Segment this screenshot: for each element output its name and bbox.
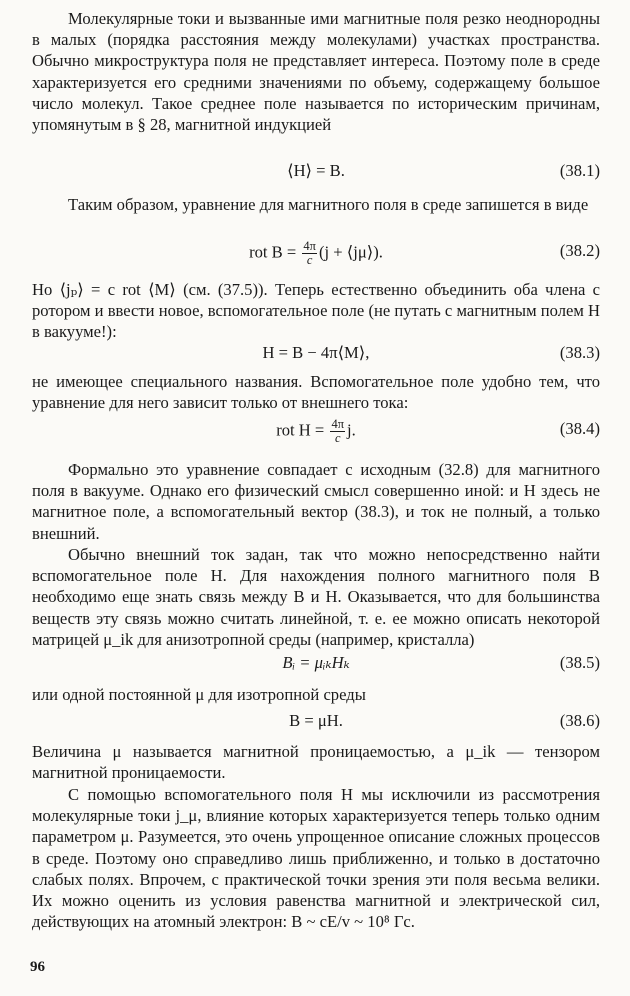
equation-38-1 bbox=[32, 158, 600, 184]
paragraph-no-special-name: не имеющее специального названия. Вспомогательное поле удобно тем, что уравнение для него зависит только от внешнего тока: bbox=[32, 372, 600, 413]
equation-formula: B = μH. bbox=[289, 711, 343, 730]
equation-formula: rot H = $\frac{4\pi}{c}$ j. bbox=[276, 417, 356, 445]
equation-formula: Bᵢ = μᵢₖHₖ bbox=[282, 653, 350, 672]
equation-38-4 bbox=[32, 414, 600, 446]
paragraph-field-equation: Таким образом, уравнение для магнитного поля в среде запишется в виде bbox=[68, 195, 589, 214]
equation-formula: H = B − 4π⟨M⟩, bbox=[262, 343, 370, 362]
equation-number: (38.6) bbox=[559, 711, 600, 730]
page-number: 96 bbox=[30, 959, 45, 975]
equation-38-6 bbox=[32, 708, 600, 734]
equation-38-5 bbox=[32, 650, 600, 676]
paragraph-molecular-excluded: С помощью вспомогательного поля H мы исключили из рассмотрения молекулярные токи j_μ, влияние которых характеризуется теперь только одним параметром μ. Разумеется, это очень упрощенное описание сложных процессов в среде. Поэтому оно справедливо лишь приближенно, и только в достаточно слабых полях. Впрочем, с практической точки зрения эти поля весьма велики. Их можно оценить из условия равенства магнитной и электрической сил, действующих на атомный электрон: B ~ cE/v ~ 10⁸ Гс. bbox=[32, 785, 600, 932]
equation-number: (38.3) bbox=[559, 343, 600, 362]
paragraph-isotropic: или одной постоянной μ для изотропной среды bbox=[32, 685, 366, 704]
fraction: $\frac{4\pi}{c}$ bbox=[303, 239, 316, 267]
fraction: $\frac{4\pi}{c}$ bbox=[331, 417, 345, 445]
paragraph-formal-equation: Формально это уравнение совпадает с исходным (32.8) для магнитного поля в вакууме. Однако его физический смысл совершенно иной: и H здесь не магнитное поле, а вспомогательный вектор (38.3), и ток не полный, а только внешний. bbox=[32, 460, 600, 543]
paragraph-external-current: Обычно внешний ток задан, так что можно непосредственно найти вспомогательное поле H. Для нахождения полного магнитного поля B необходимо еще знать связь между B и H. Оказывается, что для большинства веществ эту связь можно считать линейной, т. е. ее можно описать некоторой матрицей μ_ik для анизотропной среды (например, кристалла) bbox=[32, 545, 600, 649]
equation-formula: rot B = $\frac{4\pi}{c}$ (j + ⟨jμ⟩). bbox=[249, 239, 383, 267]
equation-number: (38.2) bbox=[559, 241, 600, 260]
equation-number: (38.1) bbox=[559, 161, 600, 180]
paragraph-auxiliary-field: Но ⟨jₚ⟩ = c rot ⟨M⟩ (см. (37.5)). Теперь естественно объединить оба члена с ротором и ввести новое, вспомогательное поле (не путать с магнитным полем H в вакууме!): bbox=[32, 280, 600, 342]
equation-38-2 bbox=[32, 236, 600, 268]
paragraph-permeability: Величина μ называется магнитной проницаемостью, а μ_ik — тензором магнитной проницаемости. bbox=[32, 742, 600, 783]
equation-38-3 bbox=[32, 340, 600, 366]
equation-number: (38.4) bbox=[559, 419, 600, 438]
equation-formula: ⟨H⟩ = B. bbox=[287, 161, 345, 180]
equation-number: (38.5) bbox=[559, 653, 600, 672]
paragraph-molecular-currents: Молекулярные токи и вызванные ими магнитные поля резко неоднородны в малых (порядка расстояния между молекулами) участках пространства. Обычно микроструктура поля не представляет интереса. Поэтому поле в среде характеризуется его средними значениями по объему, содержащему большое число молекул. Такое среднее поле называется по историческим причинам, упомянутым в § 28, магнитной индукцией bbox=[32, 9, 600, 135]
